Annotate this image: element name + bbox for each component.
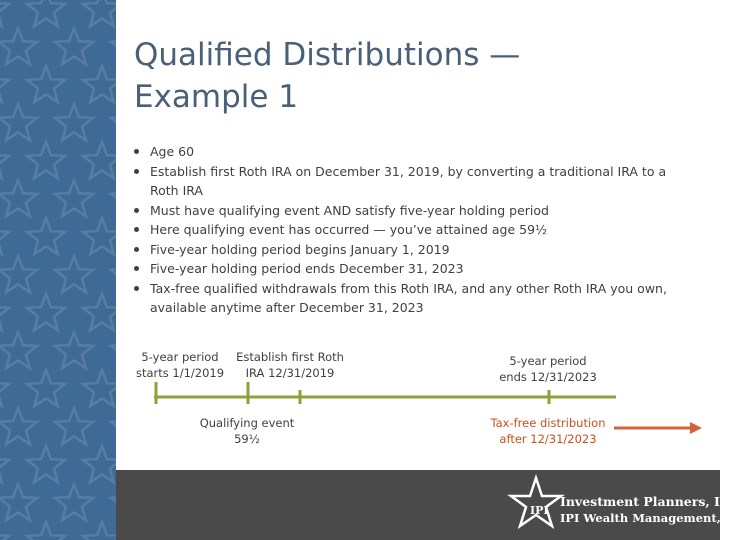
timeline-start-line2: starts 1/1/2019	[135, 366, 225, 380]
title-line-1: Qualified Distributions —	[134, 37, 521, 73]
timeline-end-line2: ends 12/31/2023	[499, 370, 597, 384]
bullet-text: Five-year holding period begins January 1, 2019	[150, 241, 450, 257]
timeline-start-line1: 5-year period	[141, 350, 219, 364]
timeline-establish-line1: Establish first Roth	[236, 350, 344, 364]
taxfree-arrow-head-icon	[690, 422, 702, 434]
logo-company-name-2: IPI Wealth Management, Inc.	[560, 511, 749, 525]
bullet-text: Here qualifying event has occurred — you’ve attained age 59½	[150, 222, 548, 237]
bullet-text: Must have qualifying event AND satisfy five-year holding period	[150, 202, 549, 218]
timeline-establish-line2: IRA 12/31/2019	[245, 366, 335, 380]
timeline-taxfree-line2: after 12/31/2023	[499, 432, 597, 446]
bullet-text: Age 60	[150, 144, 195, 159]
timeline-end-line1: 5-year period	[509, 354, 587, 368]
timeline-taxfree-line1: Tax-free distribution	[490, 416, 606, 430]
logo-monogram: IPI	[530, 504, 549, 517]
bullet-text: Establish first Roth IRA on December 31, 2019, by converting a traditional IRA to a Roth IRA	[150, 163, 667, 198]
logo-company-name-1: Investment Planners, Inc.	[560, 494, 741, 509]
title-line-2: Example 1	[134, 79, 299, 115]
timeline-qualifying-line1: Qualifying event	[199, 416, 295, 430]
company-logo	[508, 476, 749, 532]
bullet-text: Tax-free qualified withdrawals from this Roth IRA, and any other Roth IRA you own, available anytime after December 31, 2023	[150, 280, 667, 315]
timeline-qualifying-line2: 59½	[234, 432, 260, 446]
bullet-text: Five-year holding period ends December 31, 2023	[150, 261, 464, 276]
